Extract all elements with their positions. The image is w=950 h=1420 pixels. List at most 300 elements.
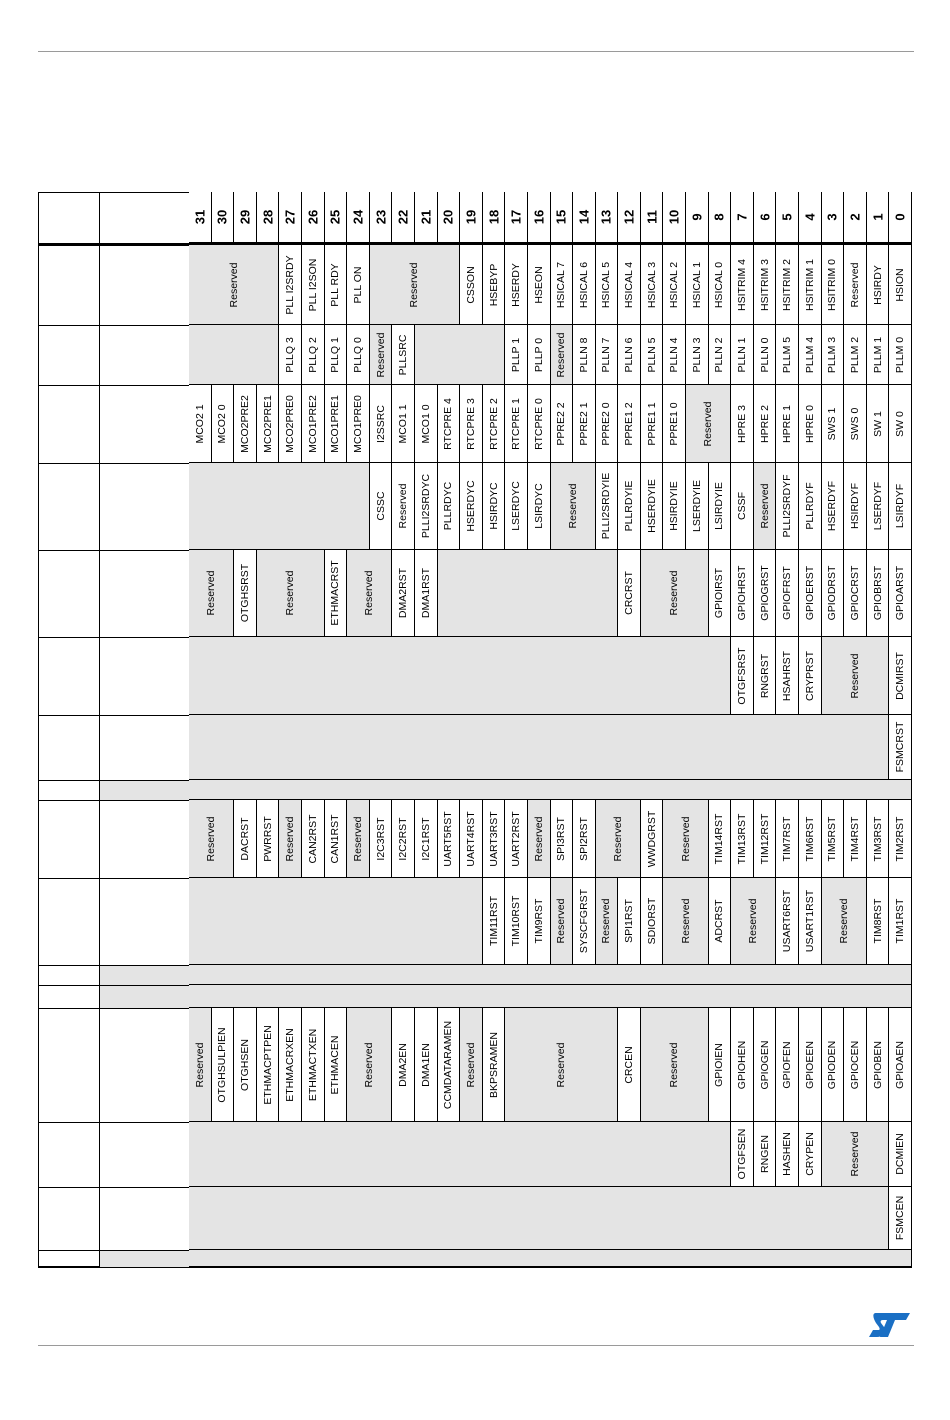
- field-label: Reserved: [283, 570, 296, 616]
- field-cfgr-mco1-0: [415, 385, 438, 463]
- field-label: HSICAL 0: [713, 261, 726, 308]
- field-label: I2SSRC: [374, 404, 387, 443]
- field-apb1rstr-can1rst: [325, 800, 348, 878]
- field-label: SWS 1: [826, 407, 839, 440]
- field-label: HSICAL 6: [577, 261, 590, 308]
- field-label: Reserved: [566, 483, 579, 529]
- field-apb1rstr-tim6rst: [799, 800, 822, 878]
- bit-number: [302, 192, 325, 245]
- bit-number: [641, 192, 664, 245]
- field-label: PLLM 5: [780, 336, 793, 373]
- field-cfgr-hpre-1: [776, 385, 799, 463]
- field-apb1rstr-uart2rst: [505, 800, 528, 878]
- field-ahb1enr-ccmdataramen: [438, 1008, 461, 1122]
- bit-number-label: 28: [260, 209, 276, 225]
- field-label: Reserved: [668, 570, 681, 616]
- field-cfgr-rtcpre-3: [460, 385, 483, 463]
- field-cr-reserved: [189, 245, 279, 325]
- field-cfgr-sw-1: [867, 385, 890, 463]
- field-cfgr-mco1pre1: [325, 385, 348, 463]
- field-pllcfgr-plln-5: [641, 325, 664, 385]
- field-label: Reserved: [408, 262, 421, 307]
- field-ahb2enr-otgfsen: [731, 1122, 754, 1187]
- field-reserved-row-1-reserved-span: [189, 780, 912, 800]
- field-cfgr-mco1pre2: [302, 385, 325, 463]
- field-label: MCO2 1: [193, 403, 206, 444]
- field-label: HSION: [893, 267, 906, 302]
- field-label: RTCPRE 2: [487, 397, 500, 450]
- field-cr-hsical-6: [573, 245, 596, 325]
- field-label: OTGFSRST: [735, 646, 748, 705]
- field-apb1rstr-can2rst: [302, 800, 325, 878]
- field-label: GPIOHRST: [735, 565, 748, 621]
- field-label: Reserved: [679, 898, 692, 944]
- bit-number-label: 23: [373, 209, 389, 225]
- field-label: HSIRDY: [871, 264, 884, 305]
- field-label: PLLN 2: [713, 336, 726, 373]
- field-label: TIM9RST: [532, 898, 545, 944]
- field-label: CSSON: [464, 265, 477, 304]
- field-cir-hsirdyc: [483, 463, 506, 550]
- field-apb2rstr-usart6rst: [776, 878, 799, 965]
- field-label: PLLQ 0: [351, 336, 364, 373]
- field-ahb1enr-reserved: [460, 1008, 483, 1122]
- field-ahb1rstr-dma1rst: [415, 550, 438, 637]
- field-ahb1enr-gpioden: [822, 1008, 845, 1122]
- field-ahb1enr-gpiofen: [776, 1008, 799, 1122]
- field-pllcfgr-plln-2: [709, 325, 732, 385]
- field-label: Reserved: [555, 898, 568, 944]
- field-cfgr-sws-0: [844, 385, 867, 463]
- bit-number-label: 6: [757, 213, 773, 221]
- field-ahb2rstr-hsahrst: [776, 637, 799, 715]
- field-ahb2enr-hashen: [776, 1122, 799, 1187]
- field-label: RTCPRE 3: [464, 397, 477, 450]
- field-label: PLLN 1: [735, 336, 748, 373]
- field-apb2rstr-usart1rst: [799, 878, 822, 965]
- field-ahb1rstr-ethmacrst: [325, 550, 348, 637]
- field-label: Reserved: [532, 816, 545, 861]
- field-cfgr-i2ssrc: [370, 385, 393, 463]
- field-label: TIM4RST: [848, 816, 861, 861]
- field-cr-hsitrim-4: [731, 245, 754, 325]
- field-apb1rstr-reserved: [596, 800, 641, 878]
- field-label: I2C3RST: [374, 816, 387, 861]
- field-label: UART5RST: [442, 810, 455, 867]
- field-label: MCO1 1: [396, 403, 409, 444]
- field-label: TIM11RST: [487, 896, 500, 946]
- field-cfgr-sws-1: [822, 385, 845, 463]
- field-label: RNGRST: [758, 653, 771, 698]
- reserved-row-shade: [100, 965, 189, 985]
- field-label: MCO2 0: [216, 403, 229, 444]
- field-ahb1enr-reserved: [505, 1008, 618, 1122]
- field-label: UART2RST: [509, 810, 522, 867]
- field-label: HSERDY: [509, 262, 522, 307]
- field-apb2rstr-spi1rst: [618, 878, 641, 965]
- field-label: USART6RST: [780, 889, 793, 953]
- field-ahb3enr-reserved-span: [189, 1187, 889, 1250]
- field-label: Reserved: [848, 1131, 861, 1177]
- field-label: PPRE1 2: [622, 401, 635, 446]
- bit-number: [347, 192, 370, 245]
- field-ahb2rstr-cryprst: [799, 637, 822, 715]
- field-cr-csson: [460, 245, 483, 325]
- field-apb1rstr-tim2rst: [889, 800, 912, 878]
- field-label: HSICAL 1: [690, 261, 703, 308]
- field-apb1rstr-reserved: [663, 800, 708, 878]
- field-apb2rstr-tim10rst: [505, 878, 528, 965]
- field-ahb1enr-gpiocen: [844, 1008, 867, 1122]
- field-label: HSICAL 4: [622, 261, 635, 308]
- field-label: Reserved: [363, 1042, 375, 1087]
- field-apb1rstr-spi3rst: [551, 800, 574, 878]
- field-ahb1rstr-dma2rst: [392, 550, 415, 637]
- field-label: MCO1PRE2: [306, 394, 319, 453]
- field-ahb2enr-crypen: [799, 1122, 822, 1187]
- field-cfgr-mco2pre2: [234, 385, 257, 463]
- bit-number: [234, 192, 257, 245]
- field-label: CSSF: [735, 491, 748, 521]
- field-pllcfgr-pllp-1: [505, 325, 528, 385]
- field-cr-hsical-7: [551, 245, 574, 325]
- field-cir-cssf: [731, 463, 754, 550]
- field-label: MCO1 0: [419, 403, 432, 444]
- field-label: HSITRIM 0: [826, 258, 839, 311]
- field-label: Reserved: [848, 262, 861, 307]
- field-ahb1enr-bkpsramen: [483, 1008, 506, 1122]
- bit-number-label: 19: [463, 209, 479, 225]
- field-cir-hserdyf: [822, 463, 845, 550]
- bit-number-label: 31: [192, 209, 208, 225]
- bit-number-label: 1: [870, 213, 886, 221]
- bit-number-label: 8: [711, 213, 727, 221]
- field-label: PLLN 6: [622, 336, 635, 373]
- field-label: HSITRIM 3: [758, 258, 771, 311]
- field-pllcfgr-pllm-5: [776, 325, 799, 385]
- bit-number: [528, 192, 551, 245]
- field-label: RNGEN: [758, 1135, 771, 1173]
- field-label: TIM1RST: [893, 898, 906, 944]
- field-cir-lserdyie: [686, 463, 709, 550]
- field-apb1rstr-tim5rst: [822, 800, 845, 878]
- field-apb1rstr-tim3rst: [867, 800, 890, 878]
- bit-number: [460, 192, 483, 245]
- field-cfgr-mco2pre0: [279, 385, 302, 463]
- field-label: Reserved: [204, 570, 217, 616]
- field-apb1rstr-uart5rst: [438, 800, 461, 878]
- field-cr-hsical-1: [686, 245, 709, 325]
- field-cir-lsirdyie: [709, 463, 732, 550]
- field-apb1rstr-i2c1rst: [415, 800, 438, 878]
- field-ahb2rstr-rngrst: [754, 637, 777, 715]
- field-apb1rstr-dacrst: [234, 800, 257, 878]
- field-label: PLLQ 2: [306, 336, 319, 373]
- field-label: LSIRDYC: [532, 483, 545, 529]
- field-pllcfgr-plln-3: [686, 325, 709, 385]
- field-label: MCO2PRE2: [238, 394, 251, 453]
- field-label: PLLN 8: [577, 336, 590, 373]
- field-cfgr-rtcpre-1: [505, 385, 528, 463]
- field-label: DMA2RST: [396, 567, 409, 619]
- field-ahb3rstr-fsmcrst: [889, 715, 912, 780]
- bit-number: [663, 192, 686, 245]
- field-label: CRCRST: [622, 571, 635, 615]
- field-label: PLLI2SRDYF: [780, 474, 793, 538]
- field-label: GPIOCRST: [848, 565, 861, 621]
- field-cir-reserved-span: [189, 463, 370, 550]
- field-label: MCO2PRE0: [283, 394, 296, 453]
- field-label: FSMCEN: [893, 1195, 906, 1241]
- field-label: HPRE 1: [780, 404, 793, 443]
- field-cfgr-mco1pre0: [347, 385, 370, 463]
- field-label: CRCEN: [622, 1045, 635, 1084]
- bit-number: [573, 192, 596, 245]
- field-cir-hsirdyie: [663, 463, 686, 550]
- field-label: PLLN 3: [690, 336, 703, 373]
- field-apb1rstr-tim12rst: [754, 800, 777, 878]
- bit-number-label: 9: [689, 213, 705, 221]
- field-label: GPIOFRST: [780, 566, 793, 620]
- field-label: GPIODRST: [826, 565, 839, 621]
- field-ahb2enr-reserved: [822, 1122, 890, 1187]
- field-ahb1rstr-gpiocrst: [844, 550, 867, 637]
- field-label: GPIOFEN: [780, 1040, 793, 1089]
- field-reserved-row-4-reserved-span: [189, 1250, 912, 1267]
- bit-number: [415, 192, 438, 245]
- field-cir-plli2srdyc: [415, 463, 438, 550]
- field-label: PLLN 7: [600, 336, 613, 373]
- field-label: PLLM 0: [893, 336, 906, 373]
- field-apb2rstr-tim8rst: [867, 878, 890, 965]
- field-cr-hsion: [889, 245, 912, 325]
- field-label: Reserved: [555, 332, 568, 377]
- field-pllcfgr-pllq-1: [325, 325, 348, 385]
- field-apb1rstr-i2c2rst: [392, 800, 415, 878]
- field-pllcfgr-pllq-3: [279, 325, 302, 385]
- field-label: DCMIRST: [893, 651, 906, 700]
- field-cfgr-rtcpre-4: [438, 385, 461, 463]
- field-ahb2enr-reserved-span: [189, 1122, 731, 1187]
- field-label: PPRE1 0: [668, 401, 681, 446]
- bit-number-label: 27: [282, 209, 298, 225]
- field-pllcfgr-pllm-4: [799, 325, 822, 385]
- field-cr-hseon: [528, 245, 551, 325]
- field-pllcfgr-plln-7: [596, 325, 619, 385]
- field-ahb1enr-gpioien: [709, 1008, 732, 1122]
- bit-number: [731, 192, 754, 245]
- field-cfgr-ppre1-0: [663, 385, 686, 463]
- field-label: PLLQ 3: [283, 336, 296, 373]
- field-cfgr-hpre-3: [731, 385, 754, 463]
- field-cir-lserdyc: [505, 463, 528, 550]
- field-pllcfgr-pllp-0: [528, 325, 551, 385]
- field-label: PLLM 1: [871, 336, 884, 373]
- st-logo: [868, 1311, 912, 1339]
- bit-number: [392, 192, 415, 245]
- field-apb1rstr-tim4rst: [844, 800, 867, 878]
- field-cir-pllrdyie: [618, 463, 641, 550]
- bit-number: [596, 192, 619, 245]
- field-label: GPIOBRST: [871, 565, 884, 621]
- field-label: HASHEN: [780, 1132, 793, 1176]
- field-pllcfgr-pllq-2: [302, 325, 325, 385]
- field-label: HSAHRST: [780, 650, 793, 701]
- field-ahb2enr-rngen: [754, 1122, 777, 1187]
- field-label: WWDGRST: [645, 810, 658, 867]
- field-label: SW 1: [871, 410, 884, 437]
- field-ahb1enr-gpiogen: [754, 1008, 777, 1122]
- field-apb1rstr-tim14rst: [709, 800, 732, 878]
- field-cfgr-ppre2-1: [573, 385, 596, 463]
- field-ahb1rstr-gpiobrst: [867, 550, 890, 637]
- field-cfgr-mco2-0: [212, 385, 235, 463]
- field-pllcfgr-plln-6: [618, 325, 641, 385]
- field-label: TIM13RST: [735, 813, 748, 864]
- field-label: SPI1RST: [622, 899, 635, 943]
- field-label: PLL I2SON: [306, 258, 319, 311]
- field-cfgr-ppre2-0: [596, 385, 619, 463]
- field-label: OTGHSRST: [238, 563, 251, 623]
- field-label: GPIOGEN: [758, 1039, 771, 1090]
- field-label: SPI3RST: [555, 816, 568, 861]
- field-label: Reserved: [837, 898, 850, 944]
- field-cr-hsical-3: [641, 245, 664, 325]
- top-rule: [38, 51, 914, 52]
- field-cfgr-mco2pre1: [257, 385, 280, 463]
- bit-number: [754, 192, 777, 245]
- field-label: PLLN 5: [645, 336, 658, 373]
- field-apb1rstr-wwdgrst: [641, 800, 664, 878]
- field-cr-hsitrim-3: [754, 245, 777, 325]
- field-cfgr-mco2-1: [189, 385, 212, 463]
- bit-number-label: 20: [440, 209, 456, 225]
- field-ahb1rstr-reserved: [189, 550, 234, 637]
- field-cfgr-ppre1-1: [641, 385, 664, 463]
- field-cir-hserdyie: [641, 463, 664, 550]
- field-ahb1rstr-reserved: [641, 550, 709, 637]
- field-label: GPIOCEN: [848, 1040, 861, 1089]
- field-apb1rstr-spi2rst: [573, 800, 596, 878]
- field-label: HSITRIM 2: [780, 258, 793, 311]
- field-label: UART3RST: [487, 810, 500, 867]
- bit-number: [799, 192, 822, 245]
- field-cr-hsitrim-2: [776, 245, 799, 325]
- field-pllcfgr-reserved: [551, 325, 574, 385]
- field-label: USART1RST: [803, 889, 816, 953]
- field-apb2rstr-reserved: [551, 878, 574, 965]
- field-cr-hsirdy: [867, 245, 890, 325]
- field-reserved-row-2-reserved-span: [189, 965, 912, 985]
- field-label: I2C2RST: [396, 816, 409, 861]
- column-divider: [99, 192, 100, 1267]
- field-label: HPRE 2: [758, 404, 771, 443]
- field-label: Reserved: [848, 653, 861, 698]
- field-apb1rstr-reserved: [347, 800, 370, 878]
- bit-number-label: 3: [824, 213, 840, 221]
- field-apb1rstr-i2c3rst: [370, 800, 393, 878]
- field-pllcfgr-pllm-2: [844, 325, 867, 385]
- bit-number-label: 22: [395, 209, 411, 225]
- field-label: HSIRDYIE: [668, 481, 681, 531]
- field-label: Reserved: [668, 1042, 681, 1087]
- bit-number-label: 15: [553, 209, 569, 225]
- bit-number: [776, 192, 799, 245]
- field-label: CAN1RST: [329, 813, 342, 864]
- field-ahb1rstr-gpiogrst: [754, 550, 777, 637]
- field-label: Reserved: [193, 1042, 206, 1087]
- field-label: CRYPRST: [803, 650, 816, 701]
- field-cr-pll-rdy: [325, 245, 348, 325]
- bit-number-label: 18: [486, 209, 502, 225]
- field-label: PPRE2 1: [577, 401, 590, 446]
- field-cir-lsirdyf: [889, 463, 912, 550]
- bit-number-label: 16: [531, 209, 547, 225]
- field-ahb1rstr-otghsrst: [234, 550, 257, 637]
- field-label: Reserved: [363, 570, 375, 616]
- field-label: CCMDATARAMEN: [442, 1020, 455, 1109]
- bit-number-label: 17: [508, 209, 524, 225]
- field-label: MCO1PRE1: [329, 394, 342, 453]
- field-ahb1rstr-gpioerst: [799, 550, 822, 637]
- bit-number: [709, 192, 732, 245]
- field-label: PLLM 2: [848, 336, 861, 373]
- field-label: CAN2RST: [306, 813, 319, 864]
- field-pllcfgr-pllm-3: [822, 325, 845, 385]
- field-label: PLL RDY: [329, 262, 342, 307]
- field-label: HSERDYIE: [645, 479, 658, 533]
- field-ahb1enr-gpioben: [867, 1008, 890, 1122]
- reserved-row-shade: [100, 985, 189, 1008]
- field-label: HSIRDYF: [848, 482, 861, 530]
- field-ahb2rstr-dcmirst: [889, 637, 912, 715]
- field-apb2rstr-adcrst: [709, 878, 732, 965]
- field-cfgr-rtcpre-0: [528, 385, 551, 463]
- field-label: DMA2EN: [396, 1042, 409, 1087]
- field-label: GPIOHEN: [735, 1040, 748, 1089]
- field-label: Reserved: [611, 816, 624, 861]
- field-label: GPIODEN: [826, 1040, 839, 1089]
- field-label: LSIRDYIE: [713, 482, 726, 530]
- field-label: HSEON: [532, 265, 545, 304]
- field-label: ADCRST: [713, 899, 726, 943]
- field-label: GPIOIRST: [713, 567, 726, 619]
- field-label: HPRE 0: [803, 404, 816, 443]
- bit-number-label: 2: [847, 213, 863, 221]
- field-pllcfgr-pllm-1: [867, 325, 890, 385]
- field-label: TIM7RST: [780, 816, 793, 861]
- field-label: SPI2RST: [577, 816, 590, 861]
- field-cfgr-rtcpre-2: [483, 385, 506, 463]
- field-label: HPRE 3: [735, 404, 748, 443]
- field-cr-hsical-5: [596, 245, 619, 325]
- field-label: HSEBYP: [487, 263, 500, 306]
- bit-number: [844, 192, 867, 245]
- bit-number: [551, 192, 574, 245]
- field-pllcfgr-plln-1: [731, 325, 754, 385]
- field-apb2rstr-reserved: [596, 878, 619, 965]
- field-label: GPIOEEN: [803, 1040, 816, 1089]
- field-apb2rstr-tim11rst: [483, 878, 506, 965]
- field-ahb1enr-crcen: [618, 1008, 641, 1122]
- bit-number-label: 30: [214, 209, 230, 225]
- field-label: OTGHSULPIEN: [216, 1026, 229, 1103]
- field-label: PLLP 0: [532, 337, 545, 372]
- field-label: FSMCRST: [893, 721, 906, 773]
- field-label: Reserved: [555, 1042, 568, 1087]
- field-label: SWS 0: [848, 407, 861, 440]
- field-ahb1rstr-reserved: [347, 550, 392, 637]
